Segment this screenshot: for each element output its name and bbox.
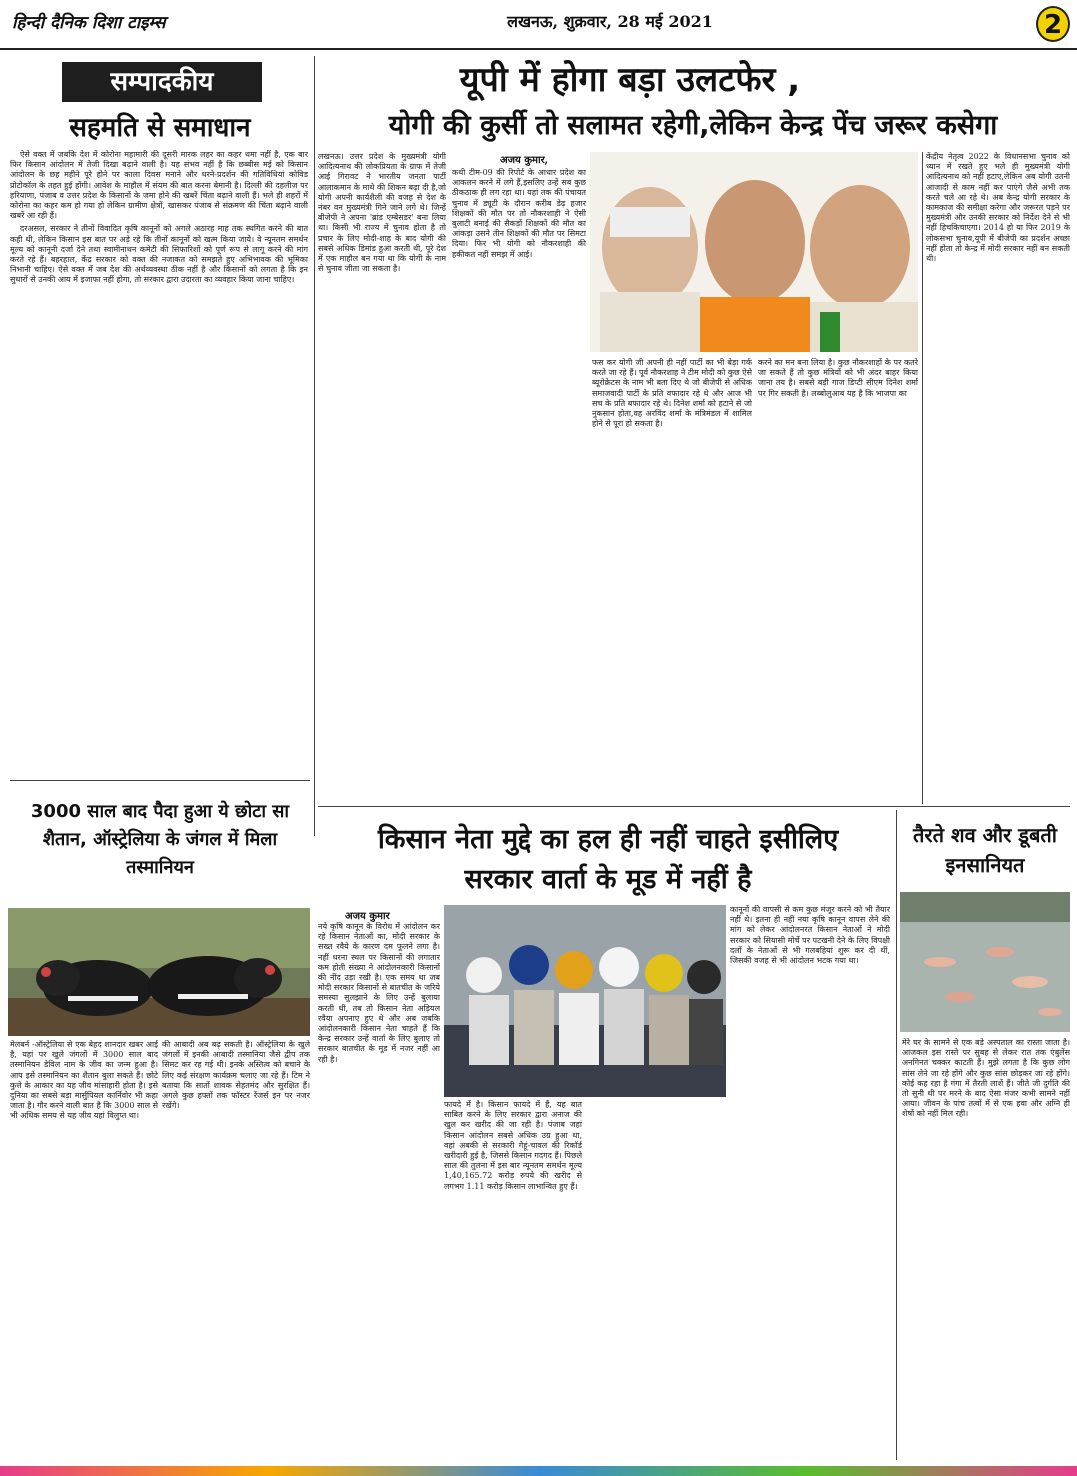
editorial-paragraph-2: दरअसल, सरकार ने तीनों विवादित कृषि कानूनों को अगले अठारह माह तक स्थगित करने की बात कही थी, लेकिन किसान इस बात पर अड़े रहे कि तीनों कानूनों को खत्म किया जाये। वे न्यूनतम समर्थन मूल्य को कानूनी दर्जा देने तथा स्वामीनाथन कमेटी की सिफारिशों को पूर्ण रूप से लागू करने की मांग करते रहे हैं। बहरहाल, केंद्र सरकार को वक्त की नजाकत को समझते हुए अभिभावक की भूमिका निभानी चाहिए। ऐसे वक्त में जब देश की अर्थव्यवस्था ठीक नहीं है और किसानों को लगता है कि इन सुधारों से उनकी आय में इजाफा नहीं होगा, तो सरकार द्वारा उदारता का व्यवहार किया जाना चाहिए।	[10, 224, 308, 285]
farmer-headline-line2: सरकार वार्ता के मूड में नहीं है	[464, 864, 752, 895]
editorial-headline: सहमति से समाधान	[69, 113, 251, 143]
tasmanian-devil-photo	[8, 908, 310, 1036]
lead-headline-line2: योगी की कुर्सी तो सलामत रहेगी,लेकिन केन्द्र पेंच जरूर कसेगा	[388, 110, 998, 141]
farmer-col2b	[586, 1100, 726, 1460]
lead-col2b	[452, 370, 586, 800]
column-divider	[922, 152, 923, 804]
leaders-photo	[590, 152, 918, 352]
side-headline-line2: इनसानियत	[945, 853, 1025, 877]
editorial-paragraph-1: ऐसे वक्त में जबकि देश में कोरोना महामारी की दूसरी मारक लहर का कहर थमा नहीं है, एक बार फिर किसान आंदोलन में तेजी दिखा बढ़ाने वाली है। यह संभव नहीं है कि छब्बीस मई को किसान आंदोलन के छह महीने पूरे होने पर काला दिवस मनाने और धरने-प्रदर्शन की गतिविधियां कोविड प्रोटोकॉल के तहत हुई होंगी। आवेश के माहौल में संयम की बात करना बेमानी है। दिल्ली की दहलीज पर हरियाणा, पंजाब व उत्तर प्रदेश के किसानों के जमा होने की खबरें चिंता बढ़ाने वाली हैं। भले ही शहरों में कोरोना का कहर कम हो गया हो लेकिन ग्रामीण क्षेत्रों, खासकर पंजाब से संक्रमण की चिंता बढ़ाने वाली खबरें आ रही हैं।	[10, 150, 308, 221]
column-divider	[896, 810, 897, 1460]
side-headline-line1: तैरते शव और डूबती	[913, 823, 1057, 847]
lead-headline-line1: यूपी में होगा बड़ा उलटफेर ,	[459, 60, 801, 100]
farmer-headline-line1: किसान नेता मुद्दे का हल ही नहीं चाहते इसीलिए	[377, 824, 839, 855]
color-bar	[0, 1466, 1077, 1476]
dateline: लखनऊ, शुक्रवार, 28 मई 2021	[507, 12, 713, 31]
masthead-rule	[0, 48, 1077, 50]
lead-col4: करने का मन बना लिया है। कुछ नौकरशाहों के पर कतरे जा सकते हैं तो कुछ मंत्रियों को भी अंदर बाहर किया जाना तय है। सबसे बड़ी गाज डिप्टी सीएम दिनेश शर्मा पर गिर सकती है। लब्बोलुआब यह है कि भाजपा का	[758, 358, 918, 398]
leaders-image	[590, 152, 918, 352]
farmer-col3: कानूनों की वापसी से कम कुछ मंजूर करने को भी तैयार नहीं थे। इतना ही नहीं नया कृषि कानून वापस लेने की मांग को लेकर आंदोलनरत किसान नेताओं ने मोदी सरकार को सियासी मोर्चे पर पटखनी देने के लिए विपक्षी दलों के नेताओं से भी गलबहियां शुरू कर दी थीं, जिसकी वजह से भी आंदोलन भटक गया था।	[730, 905, 890, 966]
column-divider	[314, 56, 315, 836]
river-photo	[900, 892, 1070, 1032]
devil-story-col1: मेलबर्न -ऑस्ट्रेलिया से एक बेहद शानदार खबर आई है, यहां पर खुले जंगलों में 3000 साल बाद तस्मानियन डेविल नाम के जीव का जन्म हुआ है। आप इसे तस्मानियन का शैतान बुला सकते हैं। छोटे कुत्ते के आकार का यह जीव मांसाहारी होता है। इसे दुनिया का सबसे बड़ा मार्सुपियल कार्निवोर भी कहा जाता है। गौर करने वाली बात है कि 3000 साल से भी अधिक समय से यह जीव यहां विलुप्त था।	[10, 1040, 158, 1121]
tasmanian-devil-image	[8, 908, 310, 1036]
paper-name: हिन्दी दैनिक दिशा टाइम्स	[12, 13, 166, 33]
section-divider	[10, 780, 310, 781]
farmer-col1: नये कृषि कानून के विरोध में आंदोलन कर रहे किसान नेताओं का, मोदी सरकार के सख्त रवैये के कारण दम फूलने लगा है। नहीं धरना स्थल पर किसानों की लगातार कम होती संख्या ने आंदोलनकारी किसानों की नींद उड़ा रखी है। एक समय था जब मोदी सरकार किसानों से बातचीत के जरिये समस्या सुलझाने के लिए उन्हें बुलाया करती थी, तब तो किसान नेता अड़ियल रवैया अपनाए हुए थे और अब जबकि आंदोलनकारी किसान नेता चाहते हैं कि केन्द्र सरकार उन्हें वार्ता के लिए बुलाए तो सरकार बातचीत के मूड में नजर नहीं आ रही है।	[318, 922, 440, 1064]
editorial-body	[10, 150, 308, 775]
lead-col3: फस कर योगी जी अपनी ही नहीं पार्टी का भी बेड़ा गर्क करते जा रहे हैं। पूर्व नौकरशाह ने टीम मोदी को कुछ ऐसे ब्यूरोक्रेटस के नाम भी बता दिए थे जो बीजेपी से अधिक समाजवादी पार्टी के प्रति वफादार रहे थे और आज भी सच के प्रति बफादार रहे थे। दिनेश शर्मा को हटाने से जो नुकसान होता,वह अरविंद शर्मा के मंत्रिमंडल में शामिल होने से पूरा हो सकता है।	[592, 358, 752, 429]
farmer-byline: अजय कुमार	[345, 911, 390, 922]
farmer-col2: फायदे में है। किसान फायदे में हैं, यह बात साबित करने के लिए सरकार द्वारा अनाज की खुल कर खरीद की जा रही है। पंजाब जहां किसान आंदोलन सबसे अधिक उग्र हुआ था, वहां अबकी से सरकारी गेहूं-चावल की रिकॉर्ड खरीदारी हुई है, जिससे किसान गदगद हैं। पिछले साल की तुलना में इस बार न्यूनतम समर्थन मूल्य 1,40,165.72 करोड़ रुपये की खरीद से लगभग 1.11 करोड़ किसान लाभान्वित हुए हैं।	[444, 1100, 582, 1191]
lead-col2: कथी टीम-09 की रिपोर्ट के आधार प्रदेश का आकलन करने में लगे हैं,इसलिए उन्हें सब कुछ ठीकठाक ही लग रहा था। यहां तक की पंचायत चुनाव में ड्यूटी के दौरान करीब डेढ़ हजार शिक्षकों की मौत पर तो नौकरशाही ने ऐसी बुलाटी बनाई की सैकड़ों शिक्षकों की मौत का आंकड़ा उसने तीन शिक्षकों की मौत पर सिमटा दिया। फिर भी योगी को नौकरशाही की हकीकत नहीं समझ में आई।	[452, 168, 586, 259]
devil-story-col2: की आबादी अब बढ़ सकती है। ऑस्ट्रेलिया के खुले जंगलों में इनकी आबादी तस्मानिया जैसे द्वीप तक सिमट कर रह गई थी। इनके अस्तित्व को बचाने के लिए कई संरक्षण कार्यक्रम चलाए जा रहे हैं। टिम ने बताया कि सातों शावक सेहतमंद और सुरक्षित हैं। अगले कुछ हफ्तों तक फॉस्टर रेंजर्स इन पर नजर रखेंगे।	[162, 1040, 310, 1111]
river-image	[900, 892, 1070, 1032]
farmers-photo	[444, 905, 726, 1097]
devil-story-headline: 3000 साल बाद पैदा हुआ ये छोटा सा शैतान, ऑस्ट्रेलिया के जंगल में मिला तस्मानियन	[30, 801, 290, 878]
lead-byline: अजय कुमार,	[500, 155, 549, 166]
section-divider	[318, 806, 1070, 807]
side-col1: मेरे घर के सामने से एक बड़े अस्पताल का रास्ता जाता है। आजकल इस रास्ते पर सुबह से लेकर रात तक एंबुलेंस अनगिनत चक्कर काटती हैं। मुझे लगता है कि कुछ लोग सांस लेने जा रहे होंगे और कुछ सांस छोड़कर जा रहे होंगे। कोई कह रहा है गंगा में तैरती लाशें हैं। जीते जी दुर्गति की तो सुनी थी पर मरने के बाद ऐसा मंजर कभी सामने नहीं आया। जीवन के पांच तत्वों में से एक हवा और अग्नि ही शेषों को नहीं मिल रही।	[902, 1038, 1070, 1119]
farmers-image	[444, 905, 726, 1097]
page-number-badge: 2	[1036, 6, 1070, 42]
lead-col5: केंद्रीय नेतृत्व 2022 के विधानसभा चुनाव को ध्यान में रखते हुए भले ही मुख्यमंत्री योगी आदित्यनाथ को नहीं हटाए,लेकिन अब योगी उतनी आजादी से काम नहीं कर पाएंगे जैसे अभी तक करते चले आ रहे थे। अब केन्द्र योगी सरकार के कामकाज की समीक्षा करेगा और जरूरत पड़ने पर मुख्यमंत्री और उनकी सरकार को निर्देश देने से भी नहीं हिचकिचाएगा। 2014 हो या फिर 2019 के लोकसभा चुनाव,यूपी में बीजेपी का प्रदर्शन अच्छा नहीं होता तो केन्द्र में मोदी सरकार नहीं बन सकती थी।	[926, 152, 1070, 264]
editorial-section-label: सम्पादकीय	[62, 62, 262, 102]
lead-col1: लखनऊ। उत्तर प्रदेश के मुख्यमंत्री योगी आदित्यनाथ की लोकप्रियता के ग्राफ में तेजी आई गिरावट ने भारतीय जनता पार्टी आलाकमान के माथे की शिकन बढ़ा दी है,जो योगी अपनी कार्यशैली की वजह से देश के नंबर वन मुख्यमंत्री गिने जाने लगे थे। जिन्हें बीजेपी ने अपना 'ब्रांड एम्बेसडर' बना लिया था। किसी भी राज्य में चुनाव होता है तो प्रचार के लिए मोदी-शाह के बाद योगी की सबसे अधिक डिमांड हुआ करती थी, पूरे देश में एक माहौल बन गया था कि योगी के नाम से चुनाव जीता जा सकता है।	[318, 152, 446, 274]
